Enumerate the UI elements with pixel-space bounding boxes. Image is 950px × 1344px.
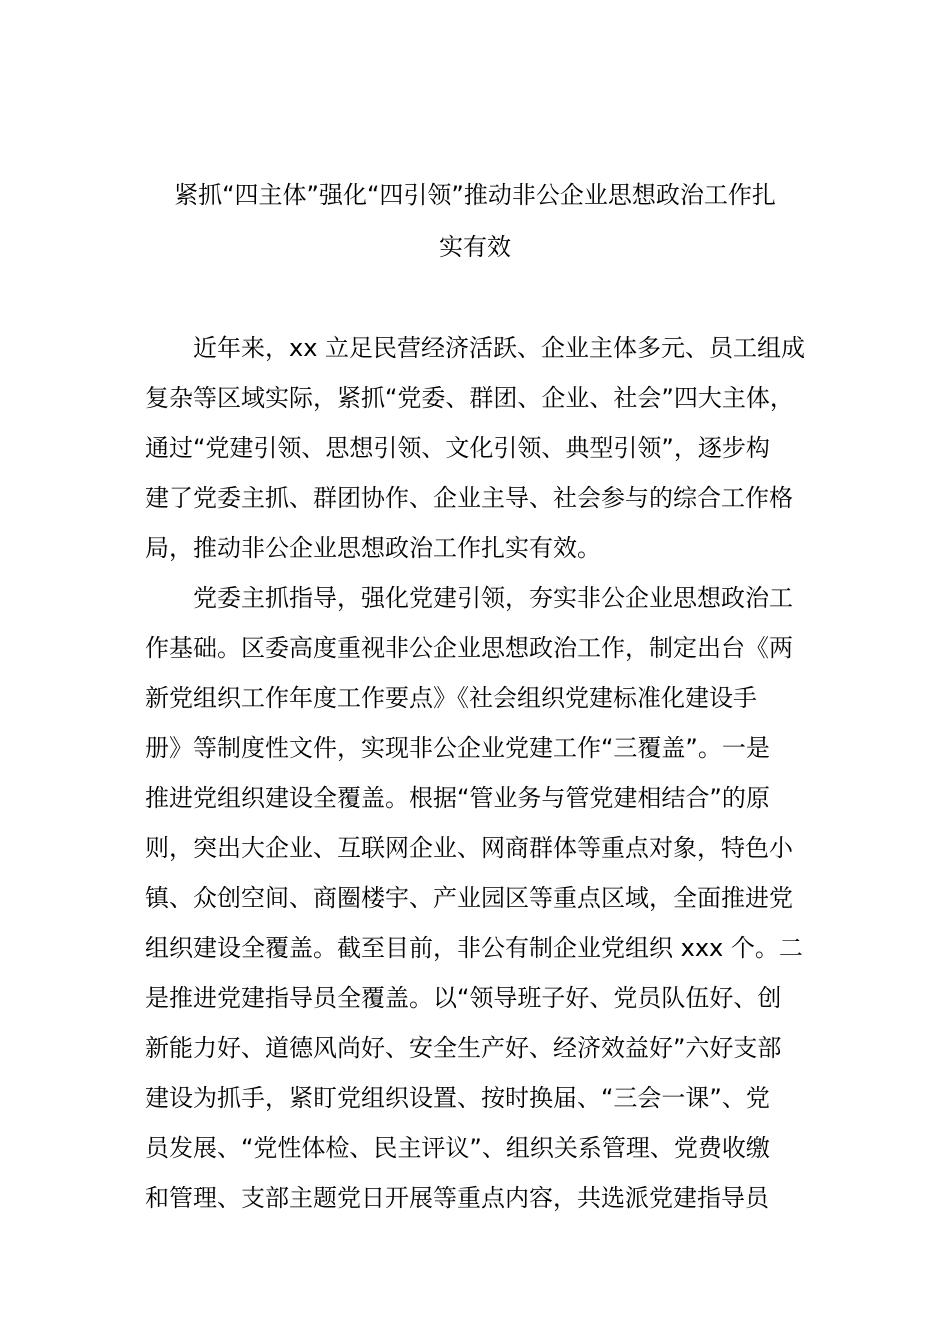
- paragraph-2-line-8: 组织建设全覆盖。截至目前，非公有制企业党组织 xxx 个。二: [145, 934, 803, 962]
- paragraph-2-line-13: 和管理、支部主题党日开展等重点内容，共选派党建指导员: [145, 1184, 769, 1212]
- paragraph-1-line-1: 近年来，xx 立足民营经济活跃、企业主体多元、员工组成: [193, 334, 806, 362]
- document-title-line-1: 紧抓“四主体”强化“四引领”推动非公企业思想政治工作扎: [174, 181, 776, 209]
- paragraph-2-line-6: 则，突出大企业、互联网企业、网商群体等重点对象，特色小: [145, 834, 793, 862]
- paragraph-2-line-12: 员发展、“党性体检、民主评议”、组织关系管理、党费收缴: [145, 1134, 770, 1162]
- paragraph-2-line-4: 册》等制度性文件，实现非公企业党建工作“三覆盖”。一是: [145, 734, 770, 762]
- paragraph-2-line-1: 党委主抓指导，强化党建引领，夯实非公企业思想政治工: [193, 584, 793, 612]
- paragraph-2-line-3: 新党组织工作年度工作要点》《社会组织党建标准化建设手: [145, 684, 757, 712]
- paragraph-2-line-11: 建设为抓手，紧盯党组织设置、按时换届、“三会一课”、党: [145, 1084, 770, 1112]
- paragraph-2-line-5: 推进党组织建设全覆盖。根据“管业务与管党建相结合”的原: [145, 784, 770, 812]
- paragraph-2-line-7: 镇、众创空间、商圈楼宇、产业园区等重点区域，全面推进党: [145, 884, 793, 912]
- paragraph-2-line-9: 是推进党建指导员全覆盖。以“领导班子好、党员队伍好、创: [145, 984, 782, 1012]
- paragraph-2-line-10: 新能力好、道德风尚好、安全生产好、经济效益好”六好支部: [145, 1034, 782, 1062]
- document-title-line-2: 实有效: [439, 233, 511, 261]
- paragraph-1-line-3: 通过“党建引领、思想引领、文化引领、典型引领”，逐步构: [145, 434, 770, 462]
- paragraph-1-line-5: 局，推动非公企业思想政治工作扎实有效。: [145, 534, 601, 562]
- paragraph-1-line-2: 复杂等区域实际，紧抓“党委、群团、企业、社会”四大主体，: [145, 384, 794, 412]
- paragraph-1-line-4: 建了党委主抓、群团协作、企业主导、社会参与的综合工作格: [145, 484, 793, 512]
- paragraph-2-line-2: 作基础。区委高度重视非公企业思想政治工作，制定出台《两: [145, 634, 793, 662]
